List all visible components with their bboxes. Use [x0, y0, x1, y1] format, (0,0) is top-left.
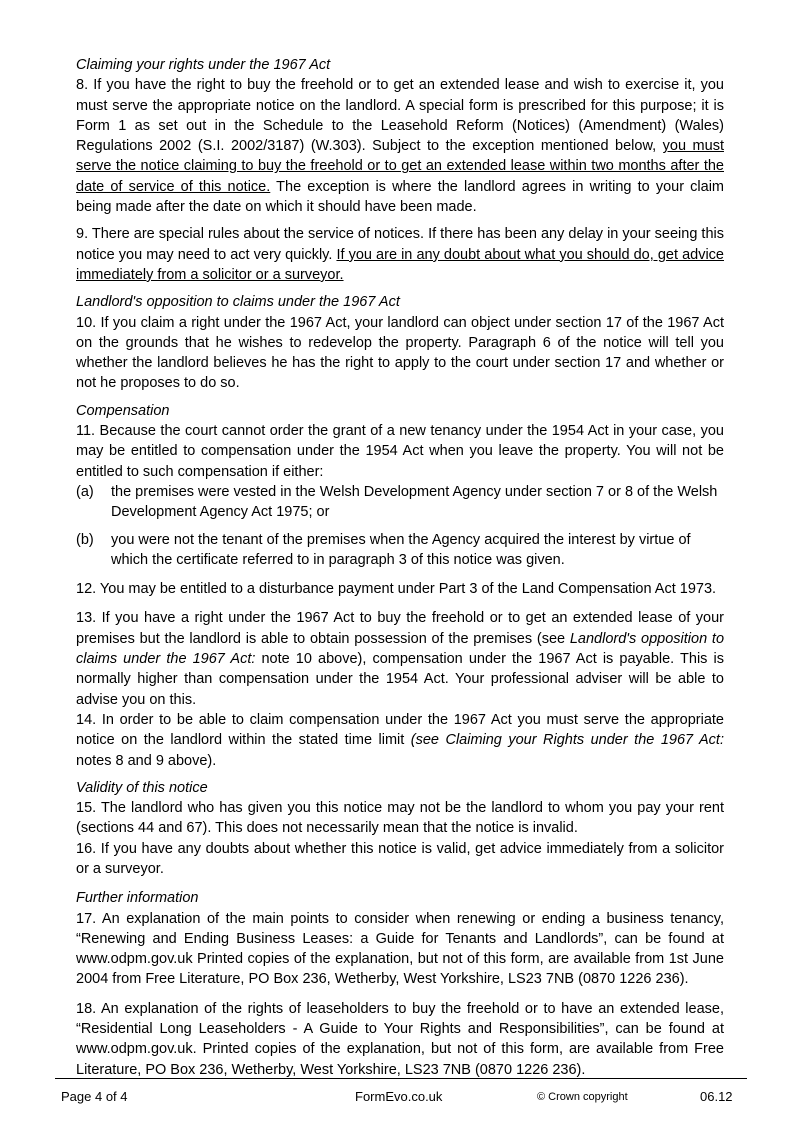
paragraph-18: 18. An explanation of the rights of leaseholders to buy the freehold or to have an extended lease, “Residential Long Leaseholders - A Guide to Your Rights and Responsibilities”, can be found at www.odpm.gov.uk. Printed copies of the explanation, but not of this form, are available from Free Literature, PO Box 236, Wetherby, West Yorkshire, LS23 7NB (0870 1226 236).	[76, 1000, 724, 1078]
paragraph-text: 9. There are special rules about the service of notices. If there has been any delay in your seeing this notice you may need to act very quickly.	[76, 226, 724, 263]
list-marker: (b)	[76, 531, 94, 548]
paragraph-9	[76, 224, 724, 285]
document-body	[76, 55, 724, 1080]
list-text: the premises were vested in the Welsh Development Agency under section 7 or 8 of the Welsh Development Agency Act 1975; or	[111, 483, 718, 521]
copyright-notice: © Crown copyright	[537, 1091, 628, 1103]
paragraph-12: 12. You may be entitled to a disturbance payment under Part 3 of the Land Compensation Act 1973.	[76, 581, 717, 598]
site-name: FormEvo.co.uk	[355, 1089, 443, 1104]
paragraph-text: note 10 above), compensation under the 1967 Act is payable. This is normally higher than compensation under the 1954 Act. Your professional adviser will be able to advise you on this.	[76, 651, 724, 708]
paragraph-10: 10. If you claim a right under the 1967 Act, your landlord can object under section 17 of the 1967 Act on the grounds that he wishes to redevelop the property. Paragraph 6 of the notice will tell you whether the landlord believes he has the right to apply to the court under section 17 and whether or not he proposes to do so.	[76, 314, 724, 392]
underlined-text: you must serve the notice claiming to buy the freehold or to get an extended lease within two months after the date of service of this notice.	[76, 138, 724, 195]
paragraph-text: 13. If you have a right under the 1967 Act to buy the freehold or to get an extended lease of your premises but the landlord is able to obtain possession of the premises (see	[76, 610, 724, 647]
list-text: you were not the tenant of the premises when the Agency acquired the interest by virtue of which the certificate referred to in paragraph 3 of this notice was given.	[111, 531, 691, 568]
paragraph-16: 16. If you have any doubts about whether this notice is valid, get advice immediately from a solicitor or a surveyor.	[76, 840, 724, 877]
version-label: 06.12	[700, 1089, 733, 1104]
section-heading: Compensation	[76, 402, 170, 419]
section-heading: Landlord's opposition to claims under the 1967 Act	[76, 294, 400, 311]
paragraph-text: 14. In order to be able to claim compensation under the 1967 Act you must serve the appropriate notice on the landlord within the stated time limit	[76, 711, 724, 749]
italic-text: (see Claiming your Rights under the 1967 Act:	[410, 732, 724, 749]
footer-divider	[55, 1078, 747, 1079]
paragraph-14	[76, 710, 724, 771]
italic-text: Landlord's opposition to claims under the 1967 Act:	[76, 630, 725, 668]
paragraph-13	[76, 608, 724, 709]
paragraph-text: The exception is where the landlord agrees in writing to your claim being made after the date on which it should have been made.	[76, 178, 725, 216]
list-marker: (a)	[76, 483, 94, 500]
paragraph-text: 8. If you have the right to buy the freehold or to get an extended lease and wish to exercise it, you must serve the appropriate notice on the landlord. A special form is prescribed for this purpose; it is Form 1 as set out in the Schedule to the Leasehold Reform (Notices) (Amendment) (Wales) Regulations 2002 (S.I. 2002/3187) (W.303). Subject to the exception mentioned below,	[76, 77, 724, 155]
paragraph-text: notes 8 and 9 above).	[76, 752, 217, 769]
page-number: Page 4 of 4	[61, 1089, 128, 1104]
paragraph-11: 11. Because the court cannot order the grant of a new tenancy under the 1954 Act in your case, you may be entitled to compensation under the 1954 Act when you leave the property. You will not be entitled to such compensation if either:	[76, 423, 724, 480]
section-heading: Validity of this notice	[76, 779, 208, 796]
list-item	[76, 530, 724, 571]
paragraph-15: 15. The landlord who has given you this notice may not be the landlord to whom you pay your rent (sections 44 and 67). This does not necessarily mean that the notice is invalid.	[76, 800, 724, 837]
paragraph-8	[76, 75, 724, 217]
list-item	[76, 482, 724, 523]
underlined-text: If you are in any doubt about what you should do, get advice immediately from a solicitor or a surveyor.	[76, 246, 724, 283]
section-heading: Further information	[76, 890, 199, 907]
section-heading: Claiming your rights under the 1967 Act	[76, 57, 331, 73]
paragraph-17: 17. An explanation of the main points to consider when renewing or ending a business tenancy, “Renewing and Ending Business Leases: a Guide for Tenants and Landlords”, can be found at www.odpm.gov.uk Printed copies of the explanation, but not of this form, are available from 1st June 2004 from Free Literature, PO Box 236, Wetherby, West Yorkshire, LS23 7NB (0870 1226 236).	[76, 910, 724, 988]
